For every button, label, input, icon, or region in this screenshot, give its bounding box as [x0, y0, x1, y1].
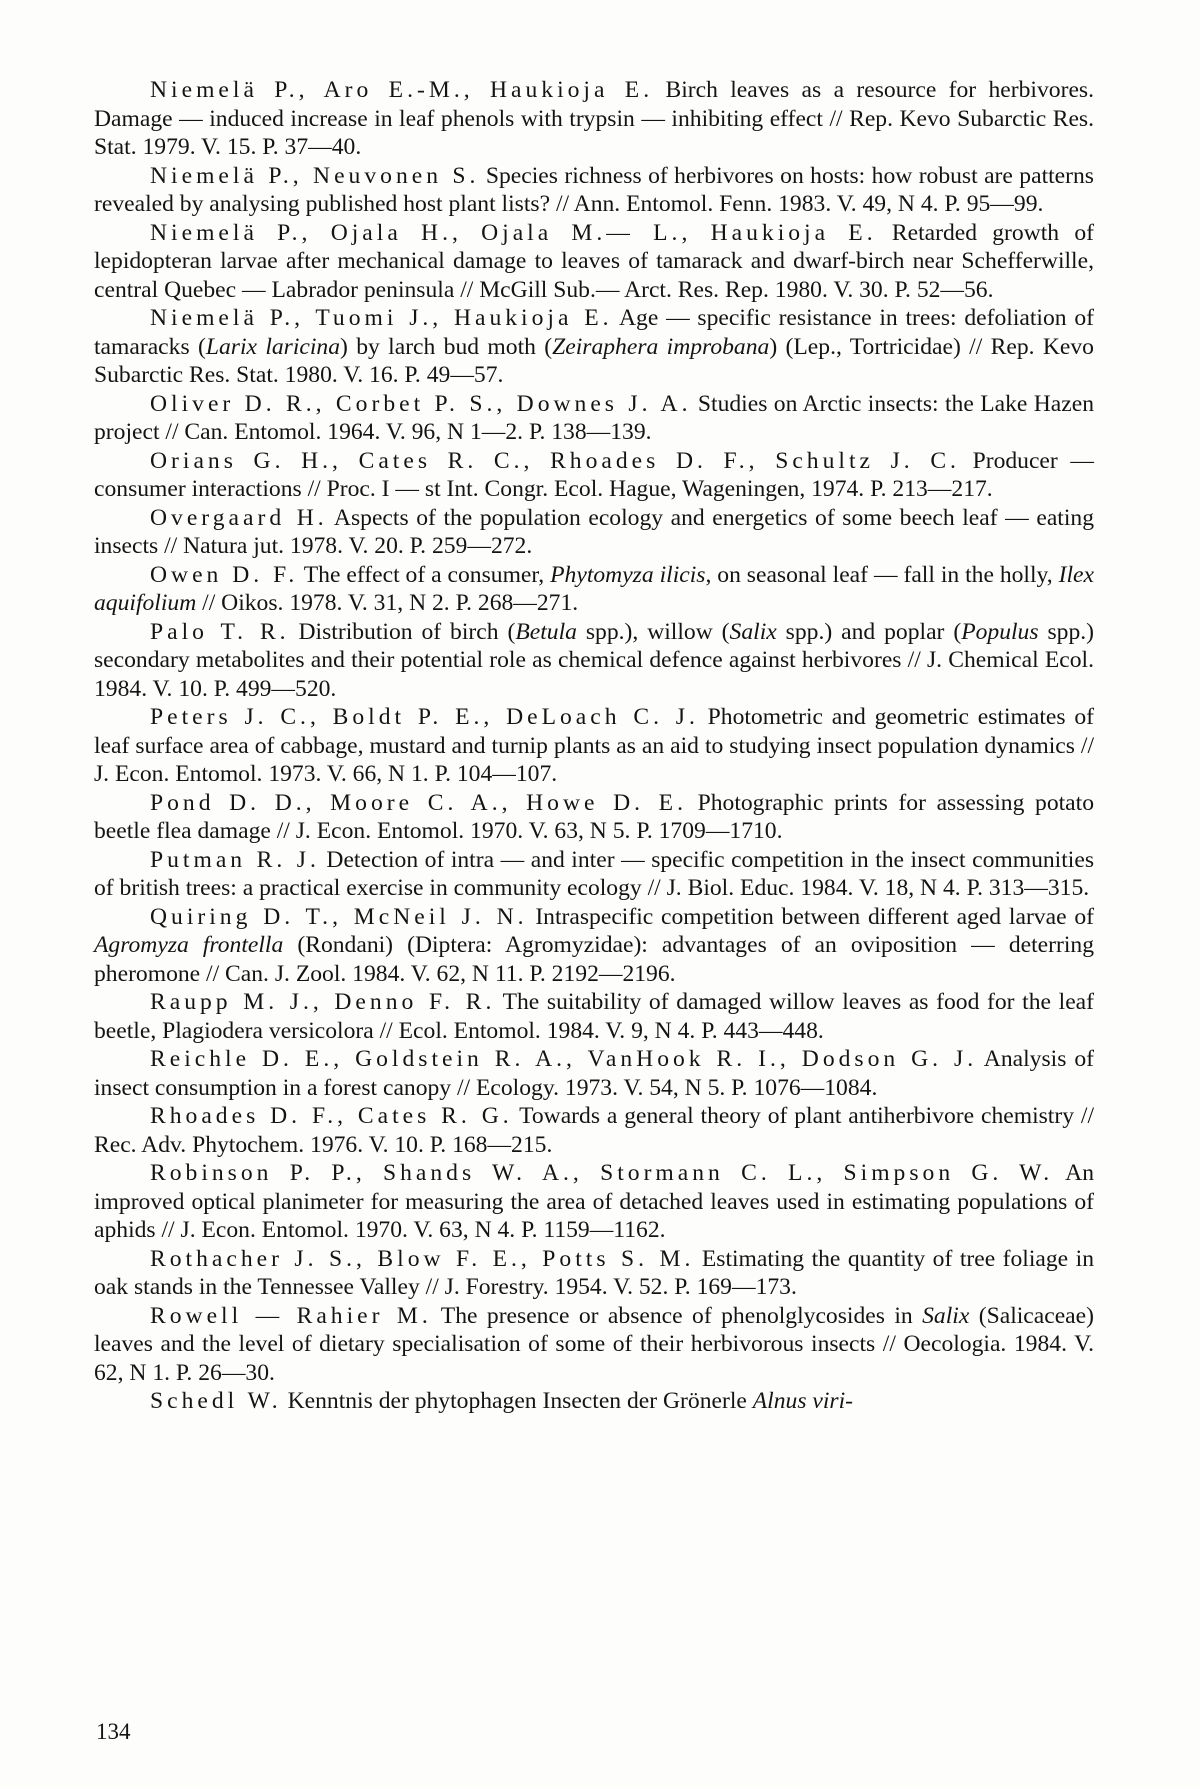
reference-entry — [94, 219, 1094, 305]
reference-text: spp.), willow ( — [576, 618, 730, 645]
reference-italic-term: Salix — [729, 618, 777, 645]
reference-authors: Peters J. C., Boldt P. E., DeLoach C. J. — [150, 704, 699, 730]
reference-italic-term: Zeiraphera improbana — [552, 333, 770, 360]
reference-authors: Rothacher J. S., Blow F. E., Potts S. M. — [150, 1245, 695, 1272]
reference-text: spp.) secondary metabolites and their potential role as chemical defence against herbivores // J. Chemical Ecol. 1984. V. 10. P. 499—520. — [94, 618, 1094, 702]
reference-entry — [94, 1387, 1094, 1416]
reference-entry — [94, 561, 1094, 618]
reference-text: Age — specific resistance in trees: defoliation of tamaracks ( — [94, 305, 1094, 360]
reference-text: , on seasonal leaf — fall in the holly, — [705, 561, 1059, 588]
reference-authors: Reichle D. E., Goldstein R. A., VanHook R. I., Dodson G. J. — [150, 1046, 978, 1072]
reference-authors: Quiring D. T., McNeil J. N. — [150, 903, 528, 930]
reference-text: Distribution of birch ( — [289, 618, 516, 645]
reference-text: Producer — consumer interactions // Proc. I — st Int. Congr. Ecol. Hague, Wageningen, 1974. P. 213—217. — [94, 447, 1094, 502]
reference-entry — [94, 846, 1094, 903]
reference-text: Photographic prints for assessing potato beetle flea damage // J. Econ. Entomol. 1970. V. 63, N 5. P. 1709—1710. — [94, 789, 1094, 844]
reference-authors: Oliver D. R., Corbet P. S., Downes J. A. — [150, 390, 692, 417]
reference-entry — [94, 1045, 1094, 1102]
reference-entry — [94, 76, 1094, 162]
reference-entry — [94, 618, 1094, 704]
reference-text: The presence or absence of phenolglycosides in — [431, 1302, 923, 1329]
reference-authors: Niemelä P., Tuomi J., Haukioja E. — [150, 305, 613, 331]
reference-authors: Schedl W. — [150, 1388, 282, 1414]
reference-text: The effect of a consumer, — [298, 561, 551, 588]
reference-text: Species richness of herbivores on hosts: how robust are patterns revealed by analysing published host plant lists? // Ann. Entomol. Fenn. 1983. V. 49, N 4. P. 95—99. — [94, 162, 1094, 217]
reference-text: Towards a general theory of plant antiherbivore chemistry // Rec. Adv. Phytochem. 1976. V. 10. P. 168—215. — [94, 1103, 1095, 1158]
reference-entry — [94, 162, 1094, 219]
reference-italic-term: Populus — [961, 618, 1039, 645]
reference-text: Birch leaves as a resource for herbivores. Damage — induced increase in leaf phenols with trypsin — inhibiting effect // Rep. Kevo Subarctic Res. Stat. 1979. V. 15. P. 37—40. — [94, 77, 1094, 160]
reference-text: Analysis of insect consumption in a forest canopy // Ecology. 1973. V. 54, N 5. P. 1076—1084. — [94, 1046, 1094, 1101]
reference-authors: Rowell — Rahier M. — [150, 1302, 432, 1329]
reference-text: The suitability of damaged willow leaves as food for the leaf beetle, Plagiodera versicolora // Ecol. Entomol. 1984. V. 9, N 4. P. 443—448. — [94, 989, 1094, 1044]
reference-entry — [94, 1245, 1094, 1302]
reference-authors: Palo T. R. — [150, 618, 290, 645]
reference-italic-term: Betula — [515, 618, 577, 645]
reference-text: Intraspecific competition between different aged larvae of — [527, 903, 1095, 930]
reference-entry — [94, 1159, 1094, 1245]
reference-text: Retarded growth of lepidopteran larvae after mechanical damage to leaves of tamarack and dwarf-birch near Schefferwille, central Quebec — Labrador peninsula // McGill Sub.— Arct. Res. Rep. 1980. V. 30. P. 52—56. — [94, 219, 1094, 303]
reference-entry — [94, 1102, 1094, 1159]
reference-text: Kenntnis der phytophagen Insecten der Grönerle — [281, 1388, 753, 1414]
reference-italic-term: Larix laricina — [205, 333, 341, 360]
reference-entry — [94, 390, 1094, 447]
reference-authors: Pond D. D., Moore C. A., Howe D. E. — [150, 789, 687, 816]
reference-text: Estimating the quantity of tree foliage in oak stands in the Tennessee Valley // J. Forestry. 1954. V. 52. P. 169—173. — [94, 1245, 1094, 1300]
reference-italic-term: Salix — [922, 1302, 970, 1329]
reference-text: (Rondani) (Diptera: Agromyzidae): advantages of an oviposition — deterring pheromone // Can. J. Zool. 1984. V. 62, N 11. P. 2192—2196. — [94, 932, 1094, 987]
reference-text: ) by larch bud moth ( — [340, 333, 553, 360]
reference-entry — [94, 447, 1094, 504]
reference-text: // Oikos. 1978. V. 31, N 2. P. 268—271. — [196, 590, 579, 616]
reference-text: spp.) and poplar ( — [776, 618, 962, 645]
reference-authors: Niemelä P., Ojala H., Ojala M.— L., Haukioja E. — [150, 219, 877, 246]
reference-authors: Putman R. J. — [150, 846, 320, 873]
reference-text: Aspects of the population ecology and energetics of some beech leaf — eating insects // Natura jut. 1978. V. 20. P. 259—272. — [94, 504, 1094, 559]
reference-italic-term: Agromyza frontella — [94, 932, 284, 958]
reference-entry — [94, 504, 1094, 561]
reference-text: ) (Lep., Tortricidae) // Rep. Kevo Subarctic Res. Stat. 1980. V. 16. P. 49—57. — [94, 333, 1094, 388]
reference-authors: Niemelä P., Neuvonen S. — [150, 162, 480, 189]
page-number: 134 — [96, 1719, 131, 1744]
reference-authors: Robinson P. P., Shands W. A., Stormann C. L., Simpson G. W. — [150, 1160, 1054, 1186]
reference-italic-term: Phytomyza ilicis — [550, 561, 706, 588]
reference-authors: Overgaard H. — [150, 504, 328, 531]
reference-text: Studies on Arctic insects: the Lake Hazen project // Can. Entomol. 1964. V. 96, N 1—2. P. 138—139. — [94, 390, 1094, 445]
reference-authors: Orians G. H., Cates R. C., Rhoades D. F., Schultz J. C. — [150, 447, 960, 474]
reference-entry — [94, 1302, 1094, 1388]
reference-authors: Niemelä P., Aro E.-M., Haukioja E. — [150, 77, 654, 103]
reference-authors: Owen D. F. — [150, 561, 299, 588]
reference-entry — [94, 703, 1094, 789]
reference-text: Photometric and geometric estimates of leaf surface area of cabbage, mustard and turnip plants as an aid to studying insect population dynamics // J. Econ. Entomol. 1973. V. 66, N 1. P. 104—107. — [94, 704, 1094, 787]
reference-entry — [94, 903, 1094, 989]
reference-italic-term: Alnus viri- — [752, 1388, 854, 1414]
reference-text: An improved optical planimeter for measuring the area of detached leaves used in estimating populations of aphids // J. Econ. Entomol. 1970. V. 63, N 4. P. 1159—1162. — [94, 1160, 1094, 1243]
reference-authors: Raupp M. J., Denno F. R. — [150, 989, 496, 1015]
reference-text: Detection of intra — and inter — specific competition in the insect communities of british trees: a practical exercise in community ecology // J. Biol. Educ. 1984. V. 18, N 4. P. 313—315. — [94, 846, 1095, 901]
reference-italic-term: Ilex aquifolium — [94, 561, 1094, 616]
reference-text: (Salicaceae) leaves and the level of dietary specialisation of some of their herbivorous insects // Oecologia. 1984. V. 62, N 1. P. 26—30. — [94, 1302, 1094, 1386]
reference-entry — [94, 988, 1094, 1045]
reference-entry — [94, 789, 1094, 846]
reference-authors: Rhoades D. F., Cates R. G. — [150, 1103, 513, 1129]
reference-list — [94, 76, 1094, 1416]
reference-entry — [94, 304, 1094, 390]
